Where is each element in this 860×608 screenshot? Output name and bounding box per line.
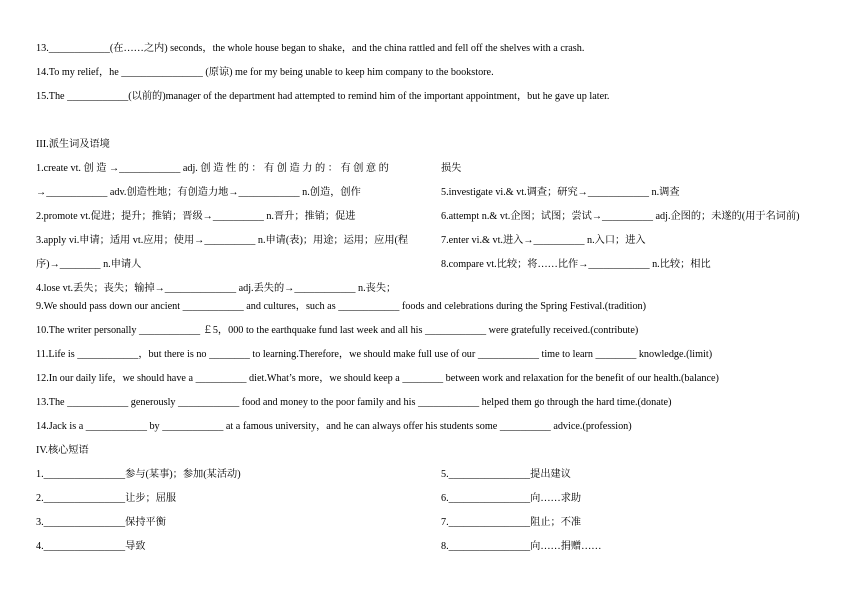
phrase-1: 1.________________参与(某事)；参加(某活动) [36,469,241,480]
derivative-1-line-1: 1.create vt. 创 造 →____________ adj. 创 造 性 的 ： 有 创 造 力 的 ： 有 创 意 的 [36,163,389,174]
phrase-4: 4.________________导致 [36,541,146,552]
derivative-3-line-1: 3.apply vi.申请；适用 vt.应用；使用→__________ n.申请(表)；用途；运用；应用(程 [36,235,409,246]
derivative-6: 6.attempt n.& vt.企图；试图；尝试→__________ adj.企图的；未遂的(用于名词前) [441,211,800,222]
phrase-6: 6.________________向……求助 [441,493,582,504]
derivative-3-line-2: 序)→________ n.申请人 [36,259,142,270]
derivative-2: 2.promote vt.促进；提升；推销；晋级→__________ n.晋升；推销；促进 [36,211,356,222]
derivative-4: 4.lose vt.丢失；丧失；输掉→______________ adj.丢失的→____________ n.丧失； [36,283,397,294]
derivative-7: 7.enter vi.& vt.进入→__________ n.入口；进入 [441,235,646,246]
sentence-14: 14.To my relief，he ________________ (原谅) me for my being unable to keep him company to the bookstore. [36,67,494,78]
phrase-5: 5.________________提出建议 [441,469,571,480]
derivative-1-line-2: →____________ adv.创造性地；有创造力地→____________ n.创造，创作 [36,187,361,198]
sentence-13: 13.____________(在……之内) seconds，the whole house began to shake，and the china rattled and fell off the shelves with a crash. [36,43,585,54]
phrase-2: 2.________________让步；屈服 [36,493,177,504]
context-sentence-11: 11.Life is ____________，but there is no ________ to learning.Therefore，we should make full use of our ____________ time to learn ________ knowledge.(limit) [36,349,713,360]
context-sentence-13: 13.The ____________ generously ____________ food and money to the poor family and his ____________ helped them go through the hard time.(donate) [36,397,672,408]
sentence-15: 15.The ____________(以前的)manager of the department had attempted to remind him of the important appointment，but he gave up later. [36,91,610,102]
context-sentence-14: 14.Jack is a ____________ by ____________ at a famous university，and he can always offer his students some __________ advice.(profession) [36,421,632,432]
context-sentence-9: 9.We should pass down our ancient ____________ and cultures，such as ____________ foods and celebrations during the Spring Festival.(tradition) [36,301,647,312]
context-sentence-10: 10.The writer personally ____________ ￡5，000 to the earthquake fund last week and all his ____________ were gratefully received.(contribute) [36,325,639,336]
phrase-8: 8.________________向……捐赠…… [441,541,602,552]
derivative-5: 5.investigate vi.& vt.调查；研究→____________ n.调查 [441,187,680,198]
derivative-8: 8.compare vt.比较；将……比作→____________ n.比较；相比 [441,259,711,270]
phrase-3: 3.________________保持平衡 [36,517,166,528]
section-heading-derivatives: III.派生词及语境 [36,139,110,150]
context-sentence-12: 12.In our daily life，we should have a __________ diet.What’s more，we should keep a ________ between work and relaxation for the benefit of our health.(balance) [36,373,719,384]
phrase-7: 7.________________阻止；不准 [441,517,582,528]
section-heading-phrases: IV.核心短语 [36,445,89,456]
derivative-4-tail: 损失 [441,163,462,174]
